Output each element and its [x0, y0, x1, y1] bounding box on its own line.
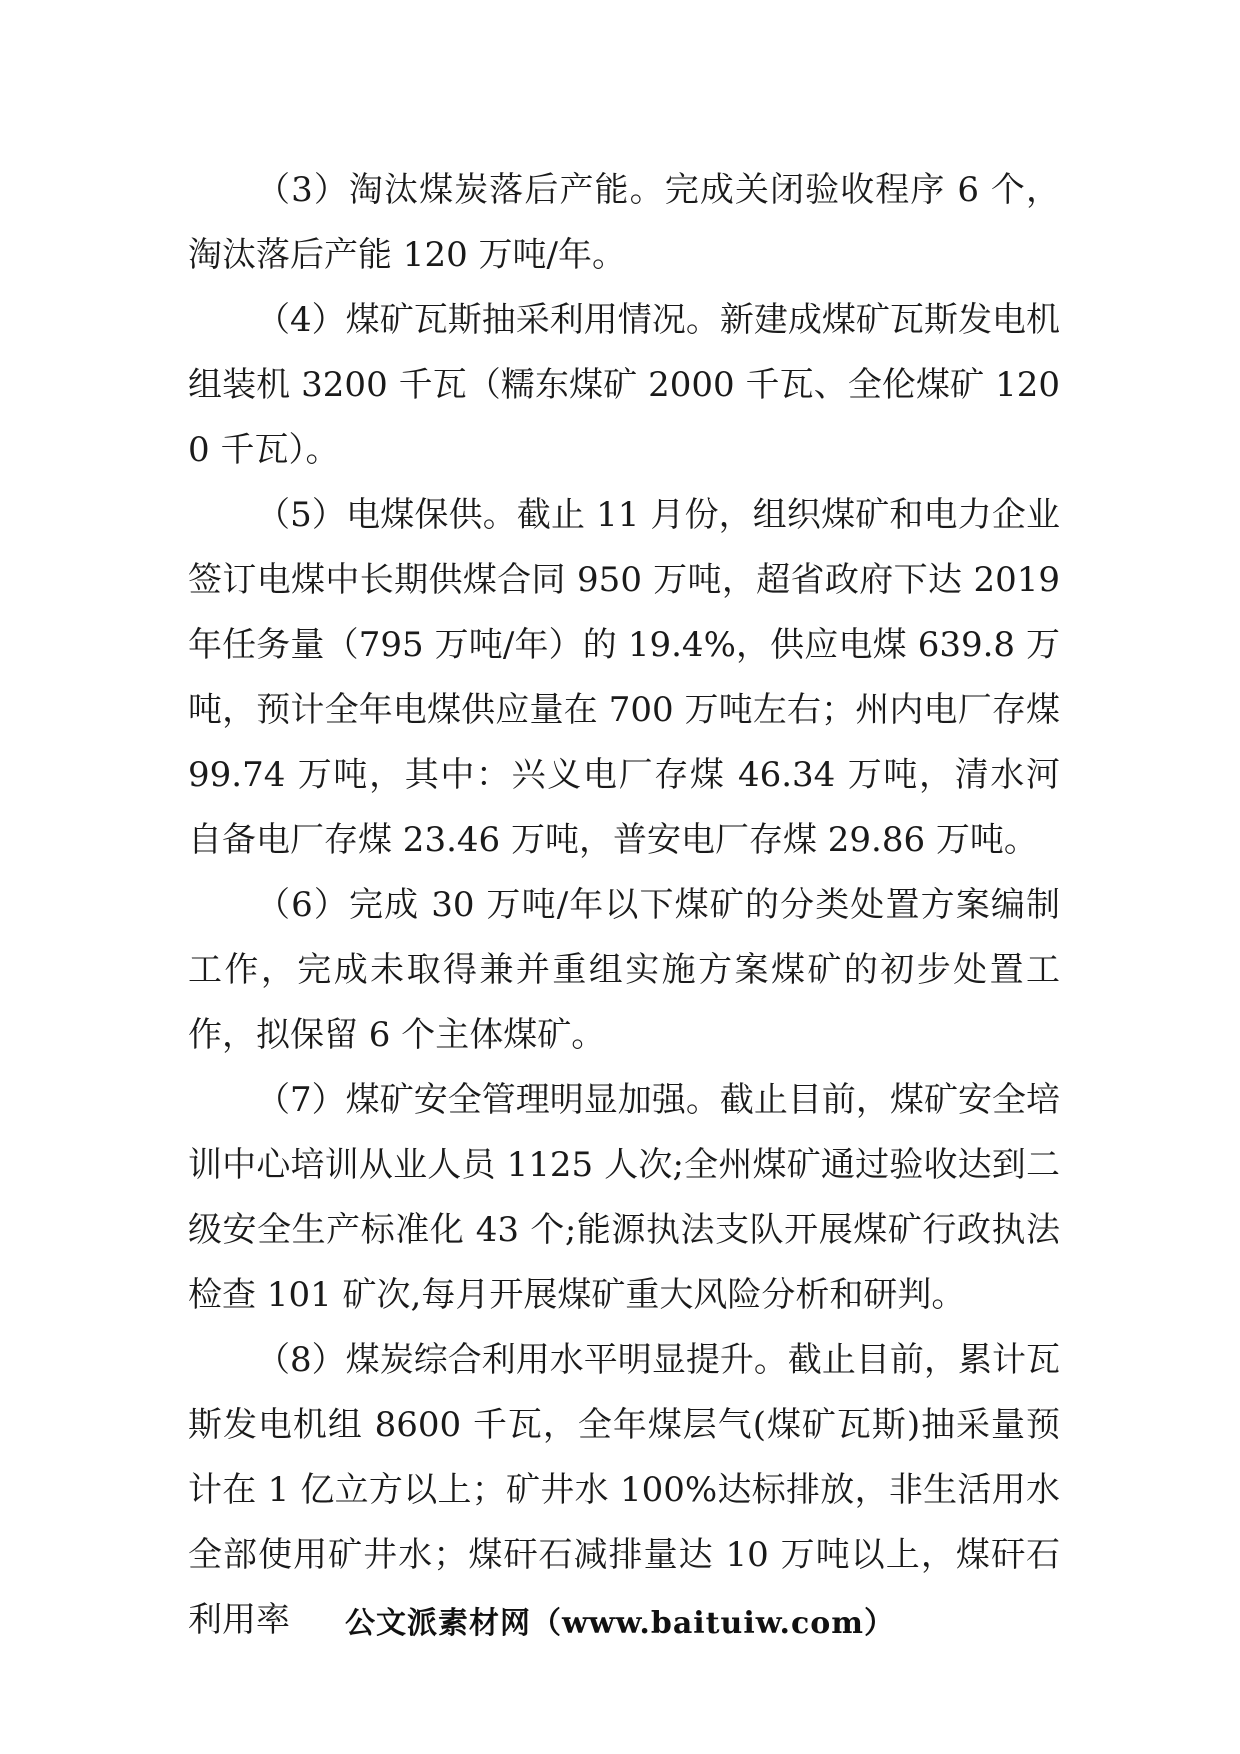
- paragraph-item-4: （4）煤矿瓦斯抽采利用情况。新建成煤矿瓦斯发电机组装机 3200 千瓦（糯东煤矿 2000 千瓦、全伦煤矿 1200 千瓦）。: [188, 300, 1060, 470]
- paragraph-item-7: （7）煤矿安全管理明显加强。截止目前，煤矿安全培训中心培训从业人员 1125 人次;全州煤矿通过验收达到二级安全生产标准化 43 个;能源执法支队开展煤矿行政执法检查 101 矿次,每月开展煤矿重大风险分析和研判。: [188, 1080, 1060, 1315]
- document-body: [188, 158, 1060, 1653]
- paragraph-item-6: （6）完成 30 万吨/年以下煤矿的分类处置方案编制工作，完成未取得兼并重组实施方案煤矿的初步处置工作，拟保留 6 个主体煤矿。: [188, 885, 1060, 1055]
- paragraph-item-8: （8）煤炭综合利用水平明显提升。截止目前，累计瓦斯发电机组 8600 千瓦，全年煤层气(煤矿瓦斯)抽采量预计在 1 亿立方以上；矿井水 100%达标排放，非生活用水全部使用矿井水；煤矸石减排量达 10 万吨以上，煤矸石利用率: [188, 1340, 1060, 1640]
- paragraph-item-5: （5）电煤保供。截止 11 月份，组织煤矿和电力企业签订电煤中长期供煤合同 950 万吨，超省政府下达 2019 年任务量（795 万吨/年）的 19.4%，供应电煤 639.8 万吨，预计全年电煤供应量在 700 万吨左右；州内电厂存煤 99.74 万吨，其中：兴义电厂存煤 46.34 万吨，清水河自备电厂存煤 23.46 万吨，普安电厂存煤 29.86 万吨。: [188, 495, 1060, 860]
- footer-watermark: 公文派素材网（www.baituiw.com）: [344, 1606, 896, 1641]
- paragraph-item-3: （3）淘汰煤炭落后产能。完成关闭验收程序 6 个，淘汰落后产能 120 万吨/年。: [188, 170, 1060, 275]
